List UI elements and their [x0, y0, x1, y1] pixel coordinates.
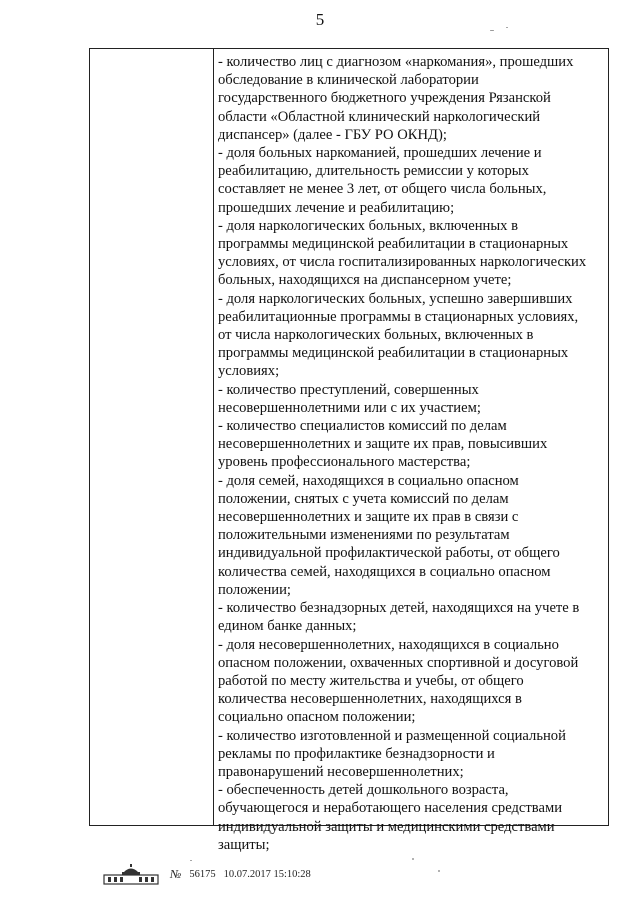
indicator-item: - количество изготовленной и размещенной социальной рекламы по профилактике безнадзорности и правонарушений несовершеннолетних;: [218, 727, 566, 780]
indicator-item: - доля наркологических больных, успешно завершивших реабилитационные программы в стационарных условиях, от числа наркологических больных, включенных в программы медицинской реабилитации в стационарных условиях;: [218, 290, 579, 380]
page-number: 5: [315, 10, 325, 29]
indicators-table: [89, 48, 609, 853]
indicator-item: - доля семей, находящихся в социально опасном положении, снятых с учета комиссий по делам несовершеннолетних и защите их прав в связи с положительными изменениями по результатам индивидуальной профилактической работы, от общего количества семей, находящихся в социально опасном положении;: [218, 472, 560, 598]
scan-artifact: [506, 27, 508, 28]
table-column-divider: [213, 49, 214, 825]
document-footer: [100, 862, 311, 886]
indicator-item: - обеспеченность детей дошкольного возраста, обучающегося и неработающего населения средствами индивидуальной защиты и медицинскими средствами защиты;: [218, 782, 563, 853]
indicator-item: - количество преступлений, совершенных несовершеннолетними или с их участием;: [218, 381, 481, 416]
scan-artifact: [438, 870, 440, 872]
legislature-stamp-icon: [100, 863, 162, 885]
number-sign: №: [170, 866, 182, 881]
scan-artifact: [190, 860, 192, 861]
document-number: 56175: [189, 868, 216, 880]
indicator-item: - доля несовершеннолетних, находящихся в социально опасном положении, охваченных спортивной и досуговой работой по месту жительства и учебы, от общего количества несовершеннолетних, находящихся в социально опасном положении;: [218, 636, 579, 726]
indicator-item: - доля наркологических больных, включенных в программы медицинской реабилитации в стационарных условиях, от числа госпитализированных наркологических больных, находящихся на диспансерном учете;: [218, 217, 587, 289]
registration-timestamp: 10.07.2017 15:10:28: [223, 868, 311, 880]
indicators-cell: [218, 53, 604, 853]
indicator-item: - количество лиц с диагнозом «наркомания», прошедших обследование в клинической лаборатории государственного бюджетного учреждения Рязанской области «Областной клинический наркологический диспансер» (далее - ГБУ РО ОКНД);: [218, 54, 574, 143]
indicator-item: - доля больных наркоманией, прошедших лечение и реабилитацию, длительность ремиссии у которых составляет не менее 3 лет, от общего числа больных, прошедших лечение и реабилитацию;: [218, 145, 547, 216]
scan-artifact: [412, 858, 414, 860]
scan-artifact: [490, 30, 494, 31]
indicator-item: - количество специалистов комиссий по делам несовершеннолетних и защите их прав, повысивших уровень профессионального мастерства;: [218, 418, 548, 471]
indicator-item: - количество безнадзорных детей, находящихся на учете в едином банке данных;: [218, 600, 580, 635]
